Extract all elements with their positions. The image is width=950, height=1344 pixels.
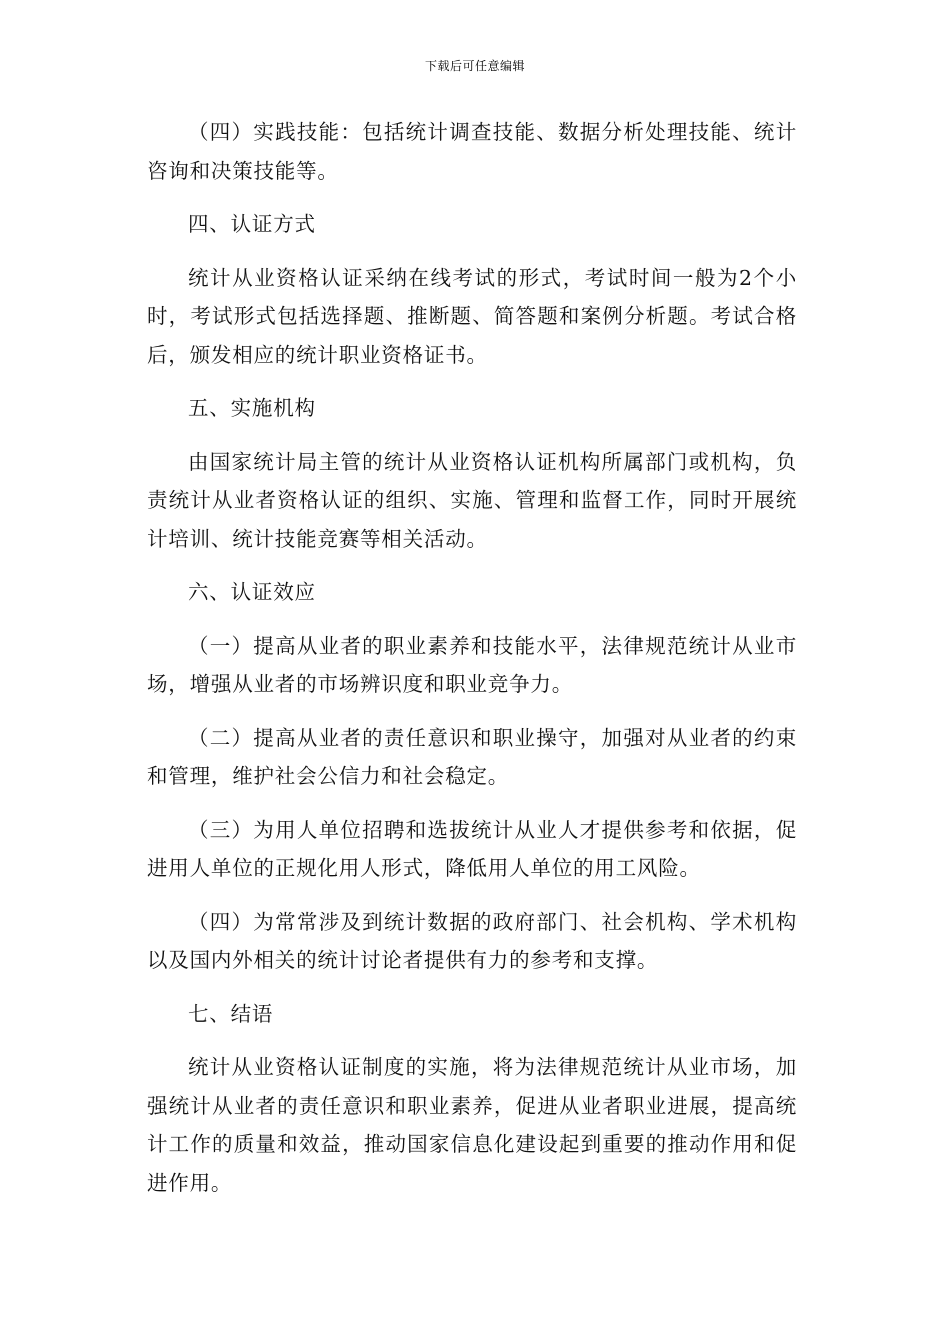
page-header: 下载后可任意编辑 [424, 59, 525, 73]
paragraph-conclusion: 统计从业资格认证制度的实施，将为法律规范统计从业市场，加强统计从业者的责任意识和职业素养，促进从业者职业进展，提高统计工作的质量和效益，推动国家信息化建设起到重要的推动作用和促进作用。 [147, 1055, 797, 1195]
paragraph-effect-three: （三）为用人单位招聘和选拔统计从业人才提供参考和依据，促进用人单位的正规化用人形式，降低用人单位的用工风险。 [147, 817, 797, 880]
paragraph-practical-skills: （四）实践技能：包括统计调查技能、数据分析处理技能、统计咨询和决策技能等。 [147, 120, 797, 183]
paragraph-effect-two: （二）提高从业者的责任意识和职业操守，加强对从业者的约束和管理，维护社会公信力和社会稳定。 [147, 725, 797, 788]
section-heading-implementing-agency: 五、实施机构 [188, 396, 316, 420]
paragraph-effect-four: （四）为常常涉及到统计数据的政府部门、社会机构、学术机构以及国内外相关的统计讨论者提供有力的参考和支撑。 [147, 909, 797, 972]
section-heading-certification-method: 四、认证方式 [188, 212, 316, 236]
paragraph-certification-method: 统计从业资格认证采纳在线考试的形式，考试时间一般为2个小时，考试形式包括选择题、推断题、简答题和案例分析题。考试合格后，颁发相应的统计职业资格证书。 [147, 265, 797, 367]
section-heading-certification-effects: 六、认证效应 [188, 580, 316, 604]
paragraph-effect-one: （一）提高从业者的职业素养和技能水平，法律规范统计从业市场，增强从业者的市场辨识度和职业竞争力。 [147, 633, 797, 696]
paragraph-implementing-agency: 由国家统计局主管的统计从业资格认证机构所属部门或机构，负责统计从业者资格认证的组织、实施、管理和监督工作，同时开展统计培训、统计技能竞赛等相关活动。 [147, 449, 797, 551]
document-body [147, 113, 797, 1217]
section-heading-conclusion: 七、结语 [188, 1001, 274, 1026]
